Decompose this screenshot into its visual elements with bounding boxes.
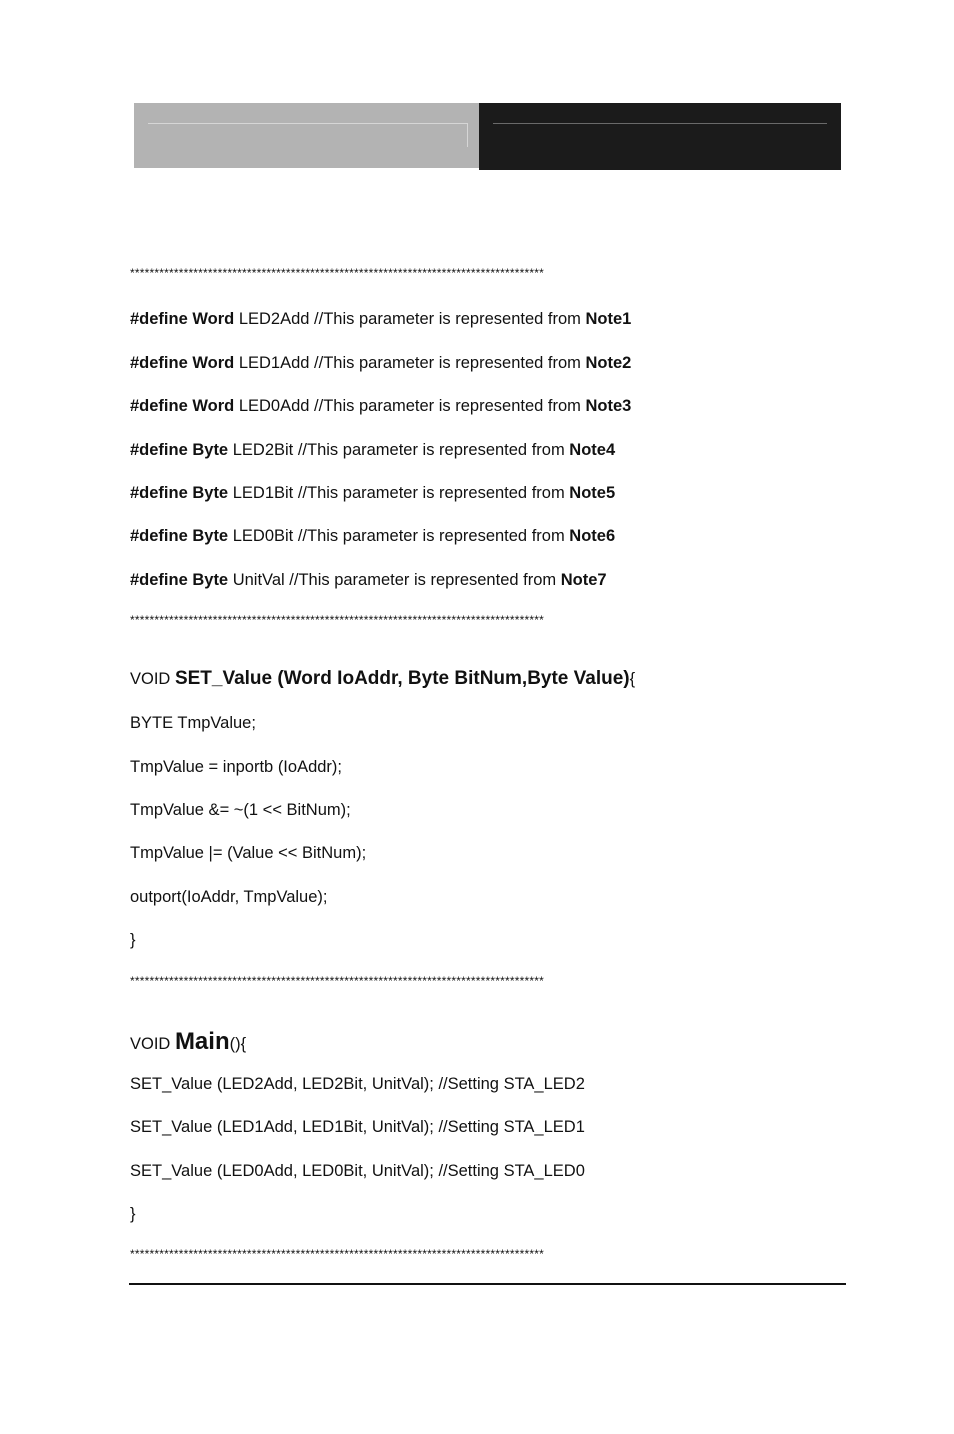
separator-line: *************************************************************************************	[130, 974, 544, 988]
define-line	[130, 308, 631, 330]
define-comment: //This parameter is represented from	[297, 484, 565, 502]
code-line: SET_Value (LED1Add, LED1Bit, UnitVal); //Setting STA_LED1	[130, 1118, 585, 1136]
define-name: LED1Bit	[232, 484, 294, 502]
footer-rule	[129, 1283, 846, 1285]
define-note: Note7	[560, 571, 607, 589]
code-line: SET_Value (LED2Add, LED2Bit, UnitVal); //Setting STA_LED2	[130, 1075, 585, 1093]
set-value-name: SET_Value (Word IoAddr, Byte BitNum,Byte Value)	[174, 668, 630, 689]
main-name: Main	[174, 1028, 230, 1055]
define-name: LED0Add	[238, 397, 310, 415]
close-brace: }	[130, 931, 136, 949]
code-line: SET_Value (LED0Add, LED0Bit, UnitVal); //Setting STA_LED0	[130, 1162, 585, 1180]
code-line: TmpValue = inportb (IoAddr);	[130, 758, 343, 776]
separator-line: *************************************************************************************	[130, 266, 544, 280]
code-line: TmpValue &= ~(1 << BitNum);	[130, 801, 351, 819]
define-keyword: #define Byte	[130, 571, 229, 589]
code-line: TmpValue |= (Value << BitNum);	[130, 844, 367, 862]
define-line	[130, 395, 631, 417]
define-line	[130, 482, 615, 504]
header-band-right	[479, 103, 841, 170]
main-suffix: (){	[229, 1035, 247, 1053]
define-note: Note1	[585, 310, 632, 328]
close-brace: }	[130, 1205, 136, 1223]
code-line: BYTE TmpValue;	[130, 714, 256, 732]
define-name: LED0Bit	[232, 527, 294, 545]
define-comment: //This parameter is represented from	[289, 571, 557, 589]
set-value-open-brace: {	[629, 670, 636, 688]
define-line	[130, 525, 615, 547]
define-comment: //This parameter is represented from	[297, 527, 565, 545]
define-note: Note2	[585, 354, 632, 372]
set-value-signature	[130, 668, 635, 690]
define-name: LED2Bit	[232, 441, 294, 459]
define-keyword: #define Byte	[130, 527, 229, 545]
define-keyword: #define Word	[130, 397, 235, 415]
header-left-rule	[148, 123, 468, 124]
define-comment: //This parameter is represented from	[314, 354, 581, 372]
define-keyword: #define Word	[130, 354, 235, 372]
define-comment: //This parameter is represented from	[314, 310, 581, 328]
main-signature	[130, 1028, 246, 1058]
define-line	[130, 352, 631, 374]
define-note: Note5	[569, 484, 616, 502]
define-line	[130, 439, 615, 461]
main-return-type: VOID	[130, 1035, 171, 1053]
define-note: Note4	[569, 441, 616, 459]
define-keyword: #define Byte	[130, 441, 229, 459]
define-keyword: #define Byte	[130, 484, 229, 502]
define-comment: //This parameter is represented from	[297, 441, 565, 459]
define-line	[130, 569, 607, 591]
define-name: LED1Add	[238, 354, 310, 372]
define-keyword: #define Word	[130, 310, 235, 328]
header-right-rule	[493, 123, 827, 124]
define-name: LED2Add	[238, 310, 310, 328]
set-value-return-type: VOID	[130, 670, 171, 688]
separator-line: *************************************************************************************	[130, 1247, 544, 1261]
define-note: Note3	[585, 397, 632, 415]
header-band-left	[134, 103, 479, 168]
separator-line: *************************************************************************************	[130, 613, 544, 627]
define-name: UnitVal	[232, 571, 285, 589]
define-note: Note6	[569, 527, 616, 545]
define-comment: //This parameter is represented from	[314, 397, 581, 415]
header-left-tick	[467, 123, 468, 147]
code-line: outport(IoAddr, TmpValue);	[130, 888, 328, 906]
